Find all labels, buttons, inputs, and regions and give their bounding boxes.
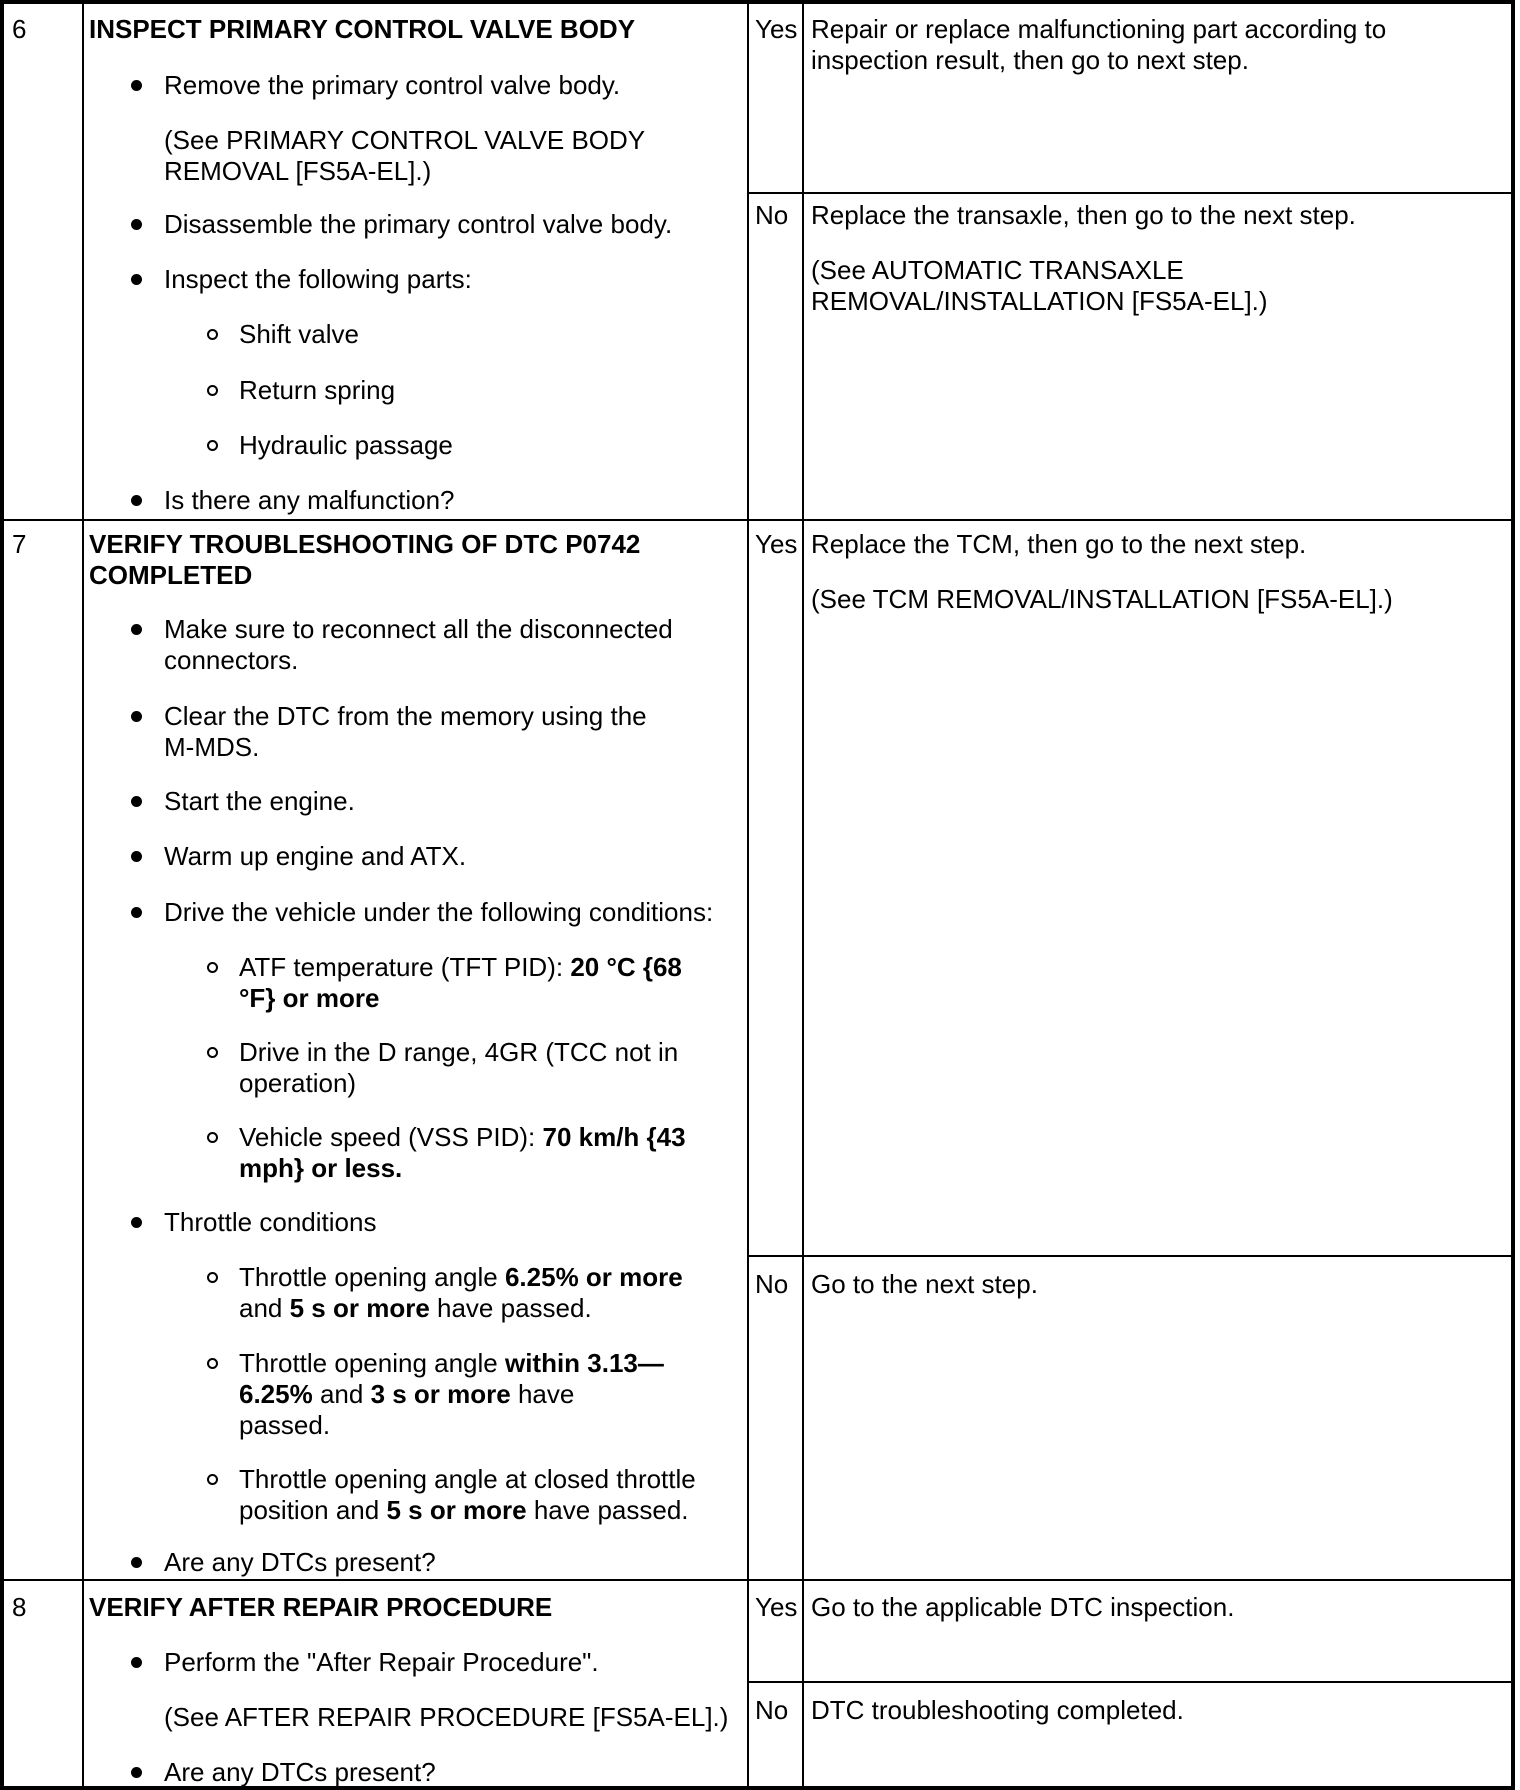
list-item: Drive the vehicle under the following conditions:: [164, 897, 714, 927]
list-item: Disassemble the primary control valve body.: [164, 209, 673, 239]
yes-label: Yes: [755, 14, 798, 44]
condition-text: Throttle opening angle at closed throttle position and: [239, 1464, 696, 1525]
table-border-top: [0, 0, 1515, 4]
list-item: Are any DTCs present?: [164, 1757, 436, 1787]
column-divider-step: [82, 0, 84, 1790]
condition-value: 20 °C {68 °F} or more: [239, 952, 682, 1013]
step-title: INSPECT PRIMARY CONTROL VALVE BODY: [89, 14, 636, 44]
list-item: Is there any malfunction?: [164, 485, 455, 515]
sub-list-item: [239, 1122, 699, 1184]
sub-list-item: Hydraulic passage: [239, 430, 453, 460]
condition-text: have passed.: [526, 1495, 689, 1525]
sub-list-item: Drive in the D range, 4GR (TCC not in operation): [239, 1037, 679, 1098]
no-label: No: [755, 1269, 789, 1299]
no-label: No: [755, 1695, 789, 1725]
no-label: No: [755, 200, 789, 230]
condition-value: 3 s or more: [370, 1379, 511, 1409]
sub-list-item: [239, 1348, 669, 1441]
list-item: Start the engine.: [164, 786, 355, 816]
yes-no-divider-8: [747, 1681, 1515, 1683]
sub-list-item: [239, 952, 699, 1014]
condition-value: 6.25% or more: [504, 1262, 683, 1292]
step-title: VERIFY TROUBLESHOOTING OF DTC P0742 COMPLETED: [89, 529, 641, 590]
table-border-right: [1511, 0, 1515, 1790]
no-action: Go to the next step.: [811, 1269, 1038, 1299]
step-number: 7: [12, 529, 27, 559]
condition-value: 70 km/h {43 mph} or less.: [239, 1122, 686, 1183]
list-item: Throttle conditions: [164, 1207, 377, 1237]
yes-action: Go to the applicable DTC inspection.: [811, 1592, 1235, 1622]
yes-label: Yes: [755, 529, 798, 559]
list-item: Inspect the following parts:: [164, 264, 472, 294]
condition-text: have passed.: [239, 1379, 575, 1440]
no-action: DTC troubleshooting completed.: [811, 1695, 1184, 1725]
no-reference: (See AUTOMATIC TRANSAXLE REMOVAL/INSTALLATION [FS5A-EL].): [811, 255, 1268, 316]
row-divider-8: [0, 1579, 1515, 1581]
yes-no-divider-7: [747, 1255, 1515, 1257]
table-border-left: [0, 0, 4, 1790]
no-action: Replace the transaxle, then go to the next step.: [811, 200, 1356, 230]
list-item: Perform the "After Repair Procedure".: [164, 1647, 599, 1677]
condition-text: and: [239, 1293, 290, 1323]
condition-value: 5 s or more: [386, 1495, 527, 1525]
list-item: Remove the primary control valve body.: [164, 70, 621, 100]
sub-list-item: [239, 1262, 709, 1324]
condition-text: Vehicle speed (VSS PID):: [239, 1122, 543, 1152]
condition-text: Throttle opening angle: [239, 1348, 505, 1378]
reference-text: (See AFTER REPAIR PROCEDURE [FS5A-EL].): [164, 1702, 729, 1732]
list-item: Warm up engine and ATX.: [164, 841, 467, 871]
column-divider-inspection: [747, 0, 749, 1790]
sub-list-item: [239, 1464, 699, 1526]
condition-text: ATF temperature (TFT PID):: [239, 952, 571, 982]
list-item: Clear the DTC from the memory using the M-MDS.: [164, 701, 684, 763]
column-divider-answer: [802, 0, 804, 1790]
step-number: 6: [12, 14, 27, 44]
condition-value: within 3.13—6.25%: [239, 1348, 664, 1409]
step-title: VERIFY AFTER REPAIR PROCEDURE: [89, 1592, 553, 1622]
condition-text: Throttle opening angle: [239, 1262, 505, 1292]
row-divider-7: [0, 519, 1515, 521]
list-item: Make sure to reconnect all the disconnected connectors.: [164, 614, 684, 676]
sub-list-item: Return spring: [239, 375, 396, 405]
sub-list-item: Shift valve: [239, 319, 359, 349]
yes-action: Repair or replace malfunctioning part according to inspection result, then go to next step.: [811, 14, 1387, 75]
condition-value: 5 s or more: [289, 1293, 430, 1323]
step-number: 8: [12, 1592, 27, 1622]
yes-reference: (See TCM REMOVAL/INSTALLATION [FS5A-EL].): [811, 584, 1393, 614]
condition-text: and: [312, 1379, 371, 1409]
yes-no-divider-6: [747, 192, 1515, 194]
condition-text: have passed.: [429, 1293, 592, 1323]
reference-text: (See PRIMARY CONTROL VALVE BODY REMOVAL [FS5A-EL].): [164, 125, 645, 186]
list-item: Are any DTCs present?: [164, 1547, 436, 1577]
yes-label: Yes: [755, 1592, 798, 1622]
yes-action: Replace the TCM, then go to the next step.: [811, 529, 1307, 559]
